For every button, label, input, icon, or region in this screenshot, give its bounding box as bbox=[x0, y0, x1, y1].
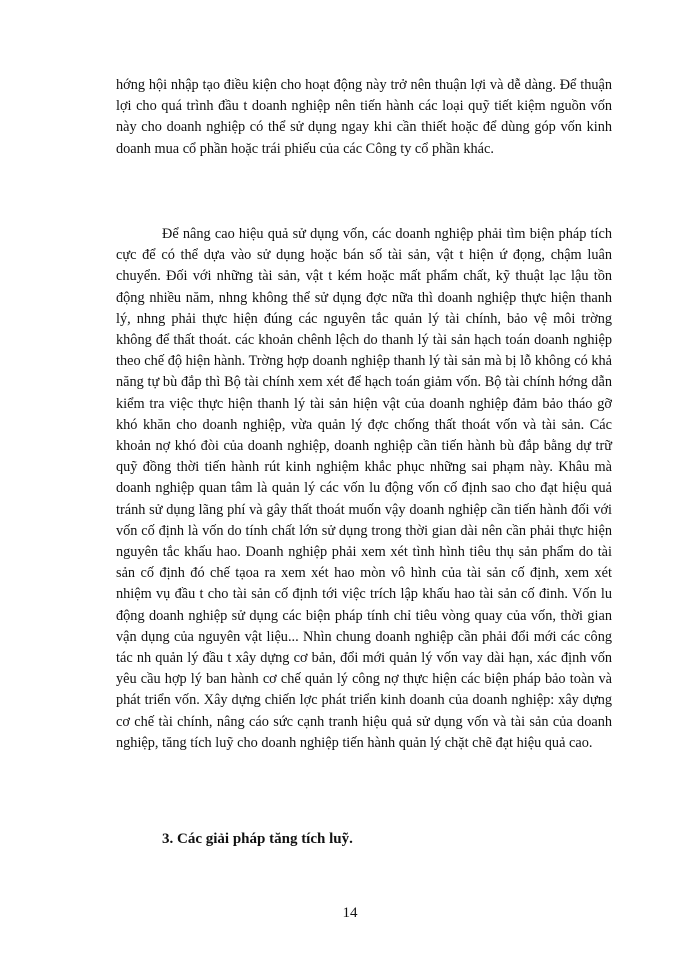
section-heading: 3. Các giải pháp tăng tích luỹ. bbox=[162, 831, 353, 847]
paragraph-continuation: hớng hội nhập tạo điều kiện cho hoạt động này trở nên thuận lợi và dễ dàng. Để thuận lợi cho quá trình đầu t doanh nghiệp nên tiến hành các loại quỹ tiết kiệm nguồn vốn này cho doanh nghiệp có thể sử dụng ngay khi cần thiết hoặc để dùng góp vốn kinh doanh mua cổ phần hoặc trái phiếu của các Công ty cổ phần khác. bbox=[116, 77, 612, 157]
paragraph-capital-efficiency: Để nâng cao hiệu quả sử dụng vốn, các doanh nghiệp phải tìm biện pháp tích cực để có thể dựa vào sử dụng hoặc bán số tài sản, vật t hiện ứ đọng, chậm luân chuyển. Đối với những tài sản, vật t kém hoặc mất phẩm chất, kỹ thuật lạc lậu tồn động nhiều năm, nhng không thể sử dụng đợc nữa thì doanh nghiệp thực hiện thanh lý, nhng phải thực hiện đúng các nguyên tắc quản lý tài chính, bảo vệ môi trờng không để thất thoát. các khoản chênh lệch do thanh lý tài sản hạch toán doanh nghiệp theo chế độ hiện hành. Trờng hợp doanh nghiệp thanh lý tài sản mà bị lỗ không có khả năng tự bù đắp thì Bộ tài chính xem xét để hạch toán giảm vốn. Bộ tài chính hớng dẫn kiểm tra việc thực hiện thanh lý tài sản hiện vật của doanh nghiệp đảm bảo tháo gỡ khó khăn cho doanh nghiệp, vừa quản lý đợc chống thất thoát vốn và tài sản. Các khoản nợ khó đòi của doanh nghiệp, doanh nghiệp cần tiến hành bù đắp bằng dự trữ quỹ đồng thời tiến hành rút kinh nghiệm khắc phục những sai phạm này. Khâu mà doanh nghiệp quan tâm là quản lý các vốn lu động vốn cố định sao cho đạt hiệu quả tránh sử dụng lãng phí và gây thất thoát muốn vậy doanh nghiệp cần tiến hành đối với vốn cố định là vốn do tính chất lớn sử dụng trong thời gian dài nên cần phải thực hiện nguyên tắc khấu hao. Doanh nghiệp phải xem xét tình hình tiêu thụ sản phẩm do tài sản cố định đó chế tạoa ra xem xét hao mòn vô hình của tài sản cố định, xem xét nhiệm vụ đầu t cho tài sản cố định tới việc trích lập khấu hao tài sản cố đinh. Vốn lu động doanh nghiệp sử dụng các biện pháp tính chỉ tiêu vòng quay của vốn, thời gian vận dụng của nguyên vật liệu... Nhìn chung doanh nghiệp cần phải đổi mới các công tác nh quản lý đầu t xây dựng cơ bản, đổi mới quản lý vốn vay dài hạn, xác định vốn yêu cầu hợp lý ban hành cơ chế quản lý công nợ thực hiện các biện pháp bảo toàn và phát triển vốn. Xây dựng chiến lợc phát triển kinh doanh của doanh nghiệp: xây dựng cơ chế tài chính, nâng cáo sức cạnh tranh hiệu quả sử dụng vốn và tài sản của doanh nghiệp, tăng tích luỹ cho doanh nghiệp tiến hành quản lý chặt chẽ đạt hiệu quả cao. bbox=[116, 226, 612, 751]
page-number: 14 bbox=[342, 905, 358, 921]
